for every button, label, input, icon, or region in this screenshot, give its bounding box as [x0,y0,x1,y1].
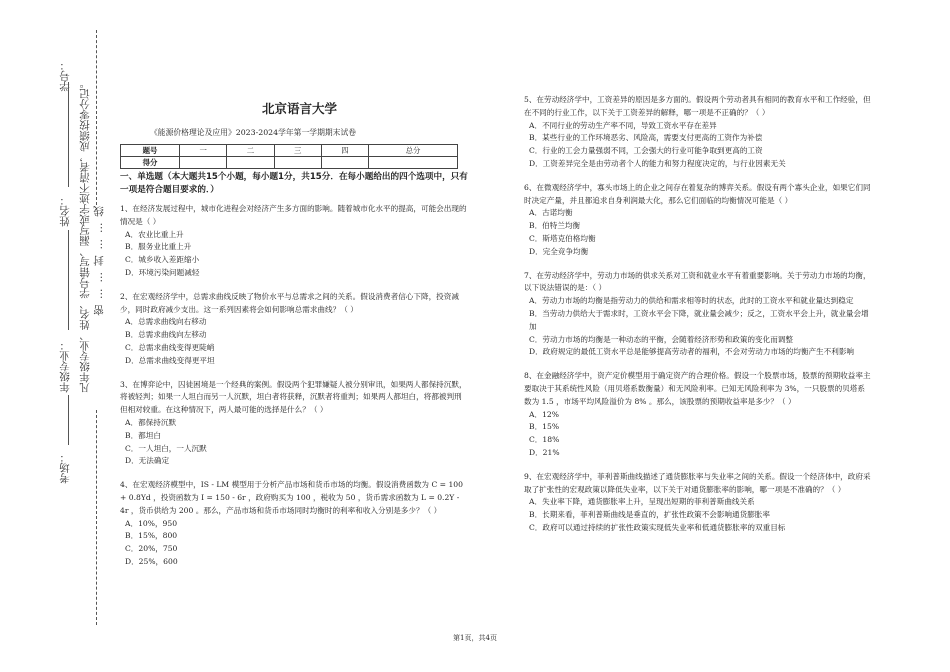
option-b[interactable]: B．伯特兰均衡 [529,221,581,231]
question-stem: 7、在劳动经济学中，劳动力市场的供求关系对工资和就业水平有着重要影响。关于劳动力市场的均衡，以下说法错误的是：（ ） [524,270,871,293]
option-a[interactable]: A．总需求曲线向右移动 [125,317,207,327]
question-4 [120,479,468,569]
score-table-score-row [121,157,458,169]
score-table-cell: 四 [321,145,368,157]
option-c[interactable]: C．劳动力市场的均衡是一种动态的平衡，会随着经济形势和政策的变化而调整 [529,334,793,344]
option-c[interactable]: C．政府可以通过持续的扩张性政策实现低失业率和低通货膨胀率的双重目标 [529,522,786,532]
score-table-cell: 总分 [369,145,458,157]
score-input-cell[interactable] [321,157,368,169]
name-line [68,230,69,330]
option-a[interactable]: A．农业比重上升 [125,229,184,239]
score-input-cell[interactable] [180,157,227,169]
student-id-label: 学号： [59,60,71,92]
option-c[interactable]: C．斯塔克伯格均衡 [529,233,596,243]
option-b[interactable]: B．总需求曲线向左移动 [125,330,207,340]
section-heading: 一、单选题（本大题共15个小题，每小题1分，共15分．在每小题给出的四个选项中，只有一项是符合题目要求的．） [120,172,468,195]
question-8 [524,370,872,460]
option-c[interactable]: C．总需求曲线变得更陡峭 [125,342,215,352]
question-5 [524,94,872,171]
option-b[interactable]: B．15%，800 [125,531,178,541]
score-table-cell: 一 [180,145,227,157]
question-stem: 6、在微观经济学中，寡头市场上的企业之间存在着复杂的博弈关系。假设有两个寡头企业，如果它们同时决定产量，并且都追求自身利润最大化，那么它们面临的均衡情况可能是（ ） [524,182,871,205]
option-a[interactable]: A．12% [529,409,559,419]
option-c[interactable]: C．一人坦白，一人沉默 [125,443,207,453]
question-1 [120,203,468,280]
question-stem: 5、在劳动经济学中，工资差异的原因是多方面的。假设两个劳动者具有相同的教育水平和工作经验，但在不同的行业工作，以下关于工资差异的解释，哪一项是不正确的？（ ） [524,95,871,117]
name-label: 姓名： [59,195,71,227]
question-stem: 9、在宏观经济学中，菲利普斯曲线描述了通货膨胀率与失业率之间的关系。假设一个经济体中，政府采取了扩张性的宏观政策以降低失业率，以下关于对通货膨胀率的影响，哪一项是不准确的？（ ） [524,471,871,494]
page-footer: 第1页，共4页 [453,634,497,642]
option-d[interactable]: D．完全竞争均衡 [529,246,589,256]
option-a[interactable]: A．都保持沉默 [125,417,177,427]
major-label: 年级专业： [59,340,71,393]
right-column [524,94,872,535]
option-b[interactable]: B．服务业比重上升 [125,242,192,252]
option-d[interactable]: D．政府规定的最低工资水平总是能够提高劳动者的福利，不会对劳动力市场的均衡产生不利影响 [529,347,855,357]
question-stem: 4、在宏观经济模型中，IS - LM 模型用于分析产品市场和货币市场的均衡。假设消费函数为 C = 100 + 0.8Yd ，投资函数为 I = 150 - 6r ，政府购买为 100 ，税收为 50 ，货币需求函数为 L = 0.2Y - 4r ，货币供给为 200 。那么，产品市场和货币市场同时均衡时的利率和收入分别是多少？（ ） [120,480,463,515]
score-table-cell: 得分 [121,157,180,169]
question-stem: 3、在博弈论中，囚徒困境是一个经典的案例。假设两个犯罪嫌疑人被分别审讯，如果两人都保持沉默，将被轻判；如果一人坦白而另一人沉默，坦白者将获释，沉默者将重判；如果两人都坦白，将都被判刑但相对较重。在这种情况下，两人最可能的选择是什么？（ ） [120,379,467,415]
seal-marker: 密……封……线 [93,200,105,316]
option-c[interactable]: C．城乡收入差距缩小 [125,255,200,265]
option-d[interactable]: D．无法确定 [125,456,170,466]
score-table [120,144,458,169]
option-b[interactable]: B．某些行业的工作环境恶劣、风险高，需要支付更高的工资作为补偿 [529,133,763,143]
option-c[interactable]: C．20%，750 [125,544,178,554]
score-input-cell[interactable] [227,157,274,169]
score-table-cell: 题号 [121,145,180,157]
left-column [120,171,468,569]
major-line [68,395,69,445]
option-c[interactable]: C．18% [529,435,560,445]
option-b[interactable]: B．15% [529,422,560,432]
question-stem: 8、在金融经济学中，资产定价模型用于确定资产的合理价格。假设一个股票市场，股票的预期收益率主要取决于其系统性风险（用贝塔系数衡量）和无风险利率。已知无风险利率为 3%，一只股票的贝塔系数为 1.5 ，市场平均风险溢价为 8% 。那么，该股票的预期收益率是多少？（ ） [524,371,871,406]
score-table-header-row [121,145,458,157]
score-table-cell: 二 [227,145,274,157]
option-a[interactable]: A．失业率下降，通货膨胀率上升，呈现出短期的菲利普斯曲线关系 [529,497,755,507]
option-d[interactable]: D．工资差异完全是由劳动者个人的能力和努力程度决定的，与行业因素无关 [529,158,786,168]
option-d[interactable]: D．21% [529,447,560,457]
student-id-line [68,82,69,187]
question-7 [524,270,872,360]
option-b[interactable]: B．长期来看，菲利普斯曲线是垂直的，扩张性政策不会影响通货膨胀率 [529,510,770,520]
exam-subtitle: 《能源价格理论及应用》2023-2024学年第一学期期末试卷 [150,128,357,137]
option-d[interactable]: D．总需求曲线变得更平坦 [125,355,215,365]
option-c[interactable]: C．行业的工会力量强弱不同，工会强大的行业可能争取到更高的工资 [529,146,763,156]
option-a[interactable]: A．劳动力市场的均衡是指劳动力的供给和需求相等时的状态，此时的工资水平和就业量达到稳定 [529,296,854,306]
seal-dashed-line-top [96,30,97,205]
option-a[interactable]: A．10%，950 [125,518,178,528]
option-d[interactable]: D．25%，600 [125,556,178,566]
university-title: 北京语言大学 [262,101,338,116]
option-a[interactable]: A．古诺均衡 [529,208,573,218]
question-3 [120,379,468,469]
question-6 [524,182,872,259]
score-input-cell[interactable] [274,157,321,169]
option-b[interactable]: B．都坦白 [125,430,161,440]
score-table-cell: 三 [274,145,321,157]
binding-warning: 凡年级专业、姓名、学号错写、漏写或字迹不清者，成绩按零分记。 [79,78,91,393]
option-a[interactable]: A．不同行业的劳动生产率不同，导致工资水平存在差异 [529,120,717,130]
question-2 [120,291,468,368]
question-stem: 2、在宏观经济学中，总需求曲线反映了物价水平与总需求之间的关系。假设消费者信心下降，投资减少，同时政府减少支出。这一系列因素将会如何影响总需求曲线？（ ） [120,291,459,314]
option-d[interactable]: D．环境污染问题减轻 [125,267,200,277]
question-stem: 1、在经济发展过程中，城市化进程会对经济产生多方面的影响。随着城市化水平的提高，可能会出现的情况是（ ） [120,204,467,226]
exam-room-label: 考场： [59,452,71,484]
seal-dashed-line-bottom [96,410,97,625]
score-input-cell[interactable] [369,157,458,169]
question-9 [524,471,872,535]
option-b[interactable]: B．当劳动力供给大于需求时，工资水平会下降，就业量会减少；反之，工资水平会上升，就业量会增加 [529,308,869,331]
